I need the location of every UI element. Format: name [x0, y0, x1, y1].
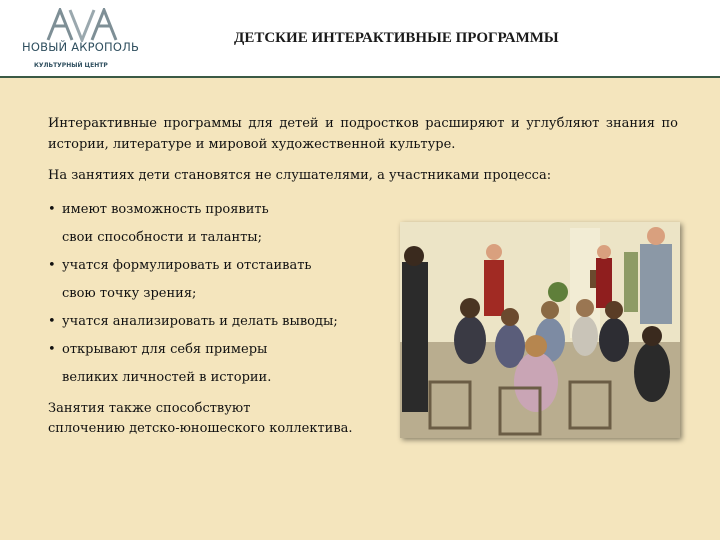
- page-title: ДЕТСКИЕ ИНТЕРАКТИВНЫЕ ПРОГРАММЫ: [234, 30, 559, 46]
- list-item: [48, 196, 393, 252]
- header: [0, 0, 720, 78]
- classroom-photo-icon: [400, 222, 680, 438]
- closing-paragraph: [48, 399, 393, 439]
- list-item: [48, 308, 393, 336]
- logo-subtitle: КУЛЬТУРНЫЙ ЦЕНТР: [34, 62, 108, 69]
- list-item-text-continued: свою точку зрения;: [62, 286, 197, 301]
- bullet-icon: •: [48, 314, 56, 329]
- list-item-text: имеют возможность проявить: [62, 202, 269, 217]
- bullet-icon: •: [48, 258, 56, 273]
- list-item-text: учатся анализировать и делать выводы;: [62, 314, 338, 329]
- closing-line-1: Занятия также способствуют: [48, 401, 251, 416]
- lead-paragraph: На занятиях дети становятся не слушателями, а участниками процесса:: [48, 168, 552, 183]
- bullet-icon: •: [48, 202, 56, 217]
- benefits-list: [48, 196, 393, 392]
- list-item-text: учатся формулировать и отстаивать: [62, 258, 312, 273]
- list-item-text-continued: великих личностей в истории.: [62, 370, 272, 385]
- list-item-text-continued: свои способности и таланты;: [62, 230, 263, 245]
- list-item-text: открывают для себя примеры: [62, 342, 268, 357]
- closing-line-2: сплочению детско-юношеского коллектива.: [48, 421, 353, 436]
- logo-name: НОВЫЙ АКРОПОЛЬ: [22, 40, 140, 54]
- header-divider: [0, 76, 720, 78]
- list-item: [48, 252, 393, 308]
- new-acropolis-logo-icon: [46, 8, 118, 42]
- classroom-photo: [400, 222, 680, 438]
- intro-paragraph: Интерактивные программы для детей и подростков расширяют и углубляют знания по истории, литературе и мировой художественной культуре.: [48, 116, 678, 152]
- list-item: [48, 336, 393, 392]
- bullet-icon: •: [48, 342, 56, 357]
